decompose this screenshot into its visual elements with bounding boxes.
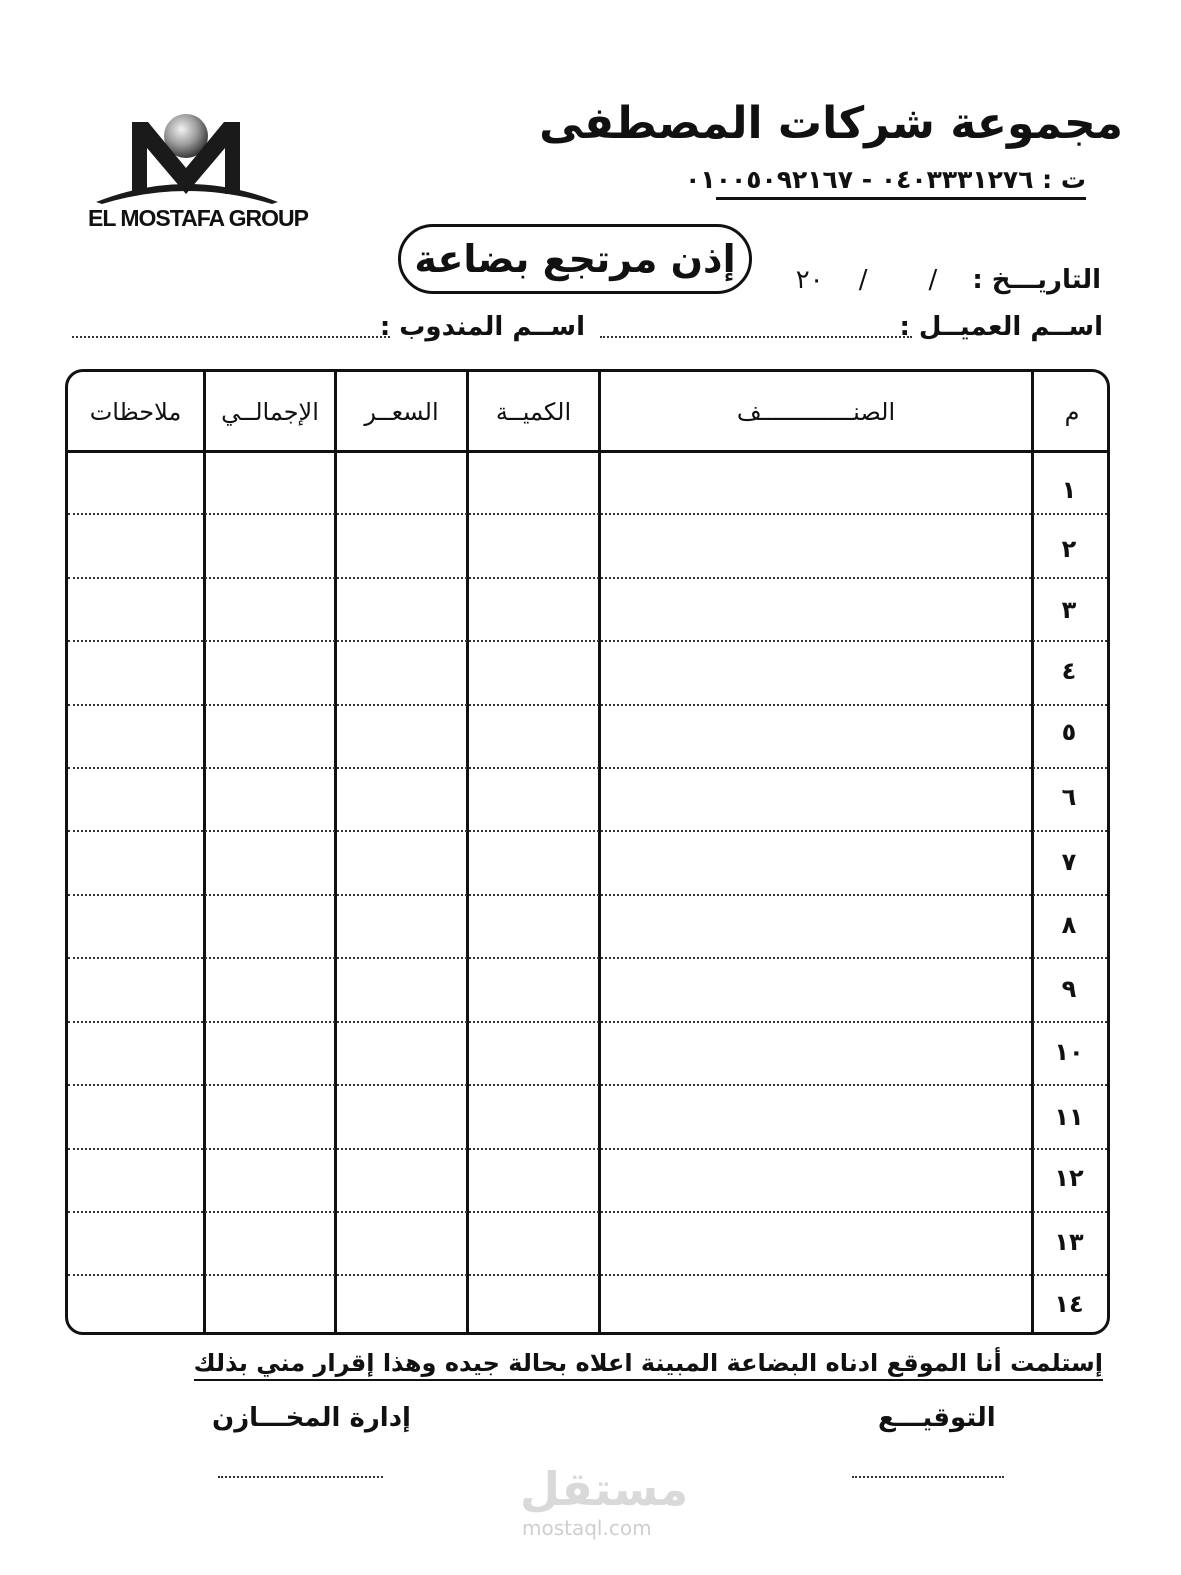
date-slash-1: / [928,265,938,295]
row-number: ١٠ [1054,1038,1084,1066]
row-number: ١٤ [1054,1290,1084,1318]
date-label: التاريـــخ : [972,265,1101,295]
row-separator [68,704,1107,706]
header-total: الإجمالــي [221,398,319,426]
row-separator [68,894,1107,896]
row-separator [68,767,1107,769]
header-index: م [1064,398,1080,426]
header-notes: ملاحظات [89,398,182,426]
phone-separator: - [861,165,873,194]
phone-number-2: ٠١٠٠٥٠٩٢١٦٧ [685,165,854,194]
phone-prefix: ت : [1042,165,1086,194]
signature-field[interactable] [852,1476,1004,1478]
row-number: ١٢ [1054,1164,1084,1192]
row-number: ٢ [1061,535,1077,563]
row-number: ٨ [1061,911,1077,939]
column-divider [466,372,469,1332]
row-number: ٤ [1061,657,1077,685]
watermark-logo: مستقل [520,1462,689,1516]
row-number: ٧ [1061,848,1077,876]
row-separator [68,1021,1107,1023]
warehouse-management-label: إدارة المخـــازن [212,1403,411,1433]
representative-field[interactable] [72,336,390,338]
row-number: ١٣ [1054,1228,1084,1256]
header-quantity: الكميــة [495,398,572,426]
row-separator [68,957,1107,959]
row-separator [68,1211,1107,1213]
row-number: ١ [1061,476,1077,504]
date-slash-2: / [858,265,868,295]
warehouse-signature-field[interactable] [218,1476,383,1478]
row-separator [68,577,1107,579]
row-number: ٦ [1061,783,1077,811]
logo-text: EL MOSTAFA GROUP [88,205,308,231]
row-separator [68,1084,1107,1086]
document-title: إذن مرتجع بضاعة [398,224,752,294]
header-divider [68,450,1107,453]
date-row [796,265,1101,295]
column-divider [203,372,206,1332]
row-separator [68,513,1107,515]
phone-number-1: ٠٤٠٣٣٣١٢٧٦ [880,165,1034,194]
column-divider [598,372,601,1332]
date-year-prefix: ٢٠ [795,265,824,295]
header-item: الصنـــــــــــــف [736,398,896,426]
row-separator [68,1148,1107,1150]
row-number: ١١ [1054,1103,1084,1131]
signature-label: التوقيـــع [878,1403,996,1433]
items-table [65,369,1110,1335]
row-number: ٩ [1061,975,1077,1003]
header-price: السعــر [364,398,439,426]
client-label: اســم العميــل : [899,312,1103,342]
row-separator [68,830,1107,832]
watermark-url: mostaql.com [522,1516,652,1540]
company-name: مجموعة شركات المصطفى [539,98,1123,149]
row-number: ٥ [1061,718,1077,746]
row-separator [68,1274,1107,1276]
phone-line [685,165,1086,200]
row-number: ٣ [1061,596,1077,624]
column-divider [334,372,337,1332]
company-logo [82,108,308,243]
representative-label: اســم المندوب : [379,312,585,342]
client-field[interactable] [600,336,912,338]
row-separator [68,640,1107,642]
receipt-declaration: إستلمت أنا الموقع ادناه البضاعة المبينة اعلاه بحالة جيده وهذا إقرار مني بذلك [194,1349,1103,1381]
